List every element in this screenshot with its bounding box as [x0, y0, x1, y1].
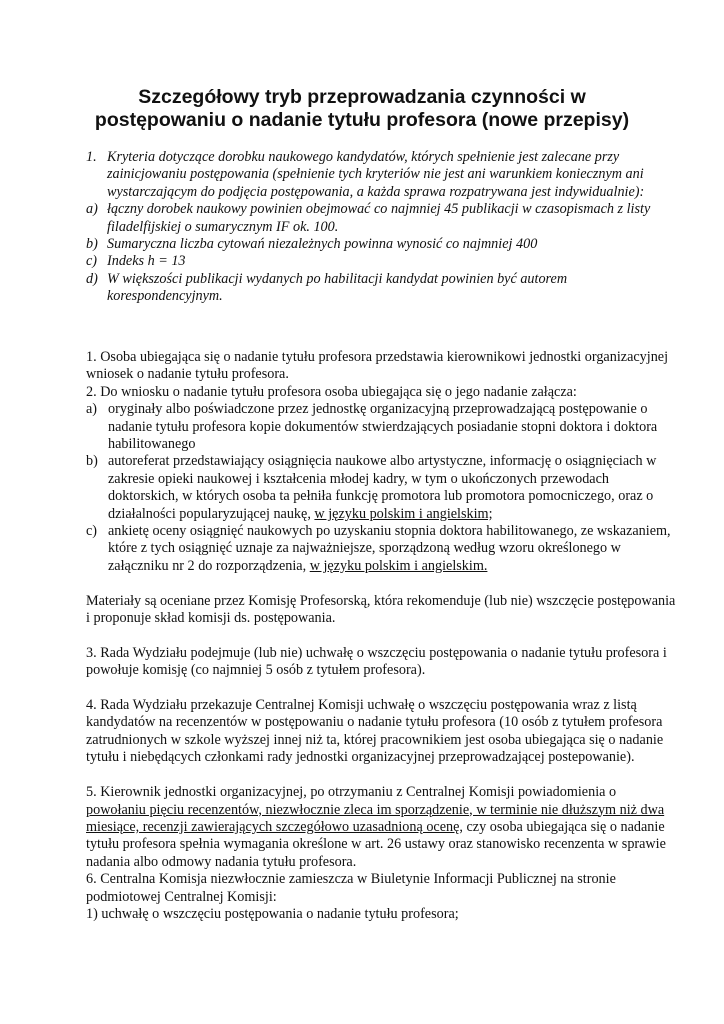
paragraph-6: 6. Centralna Komisja niezwłocznie zamieszcza w Biuletynie Informacji Publicznej na stronie podmiotowej Centralnej Komisji: — [86, 871, 616, 905]
paragraph-4: 4. Rada Wydziału przekazuje Centralnej Komisji uchwałę o wszczęciu postępowania wraz z listą kandydatów na recenzentów w postępowaniu o nadanie tytułu profesora (10 osób z tytułem profesora zatrudnionych w szkole wyższej innej niż ta, której pracownikiem jest osoba ubiegająca się o nadanie tytułu i niebędących członkami rady jednostki organizacyjnej przeprowadzającej postepowanie). — [86, 697, 664, 766]
criteria-item-text: W większości publikacji wydanych po habilitacji kandydat powinien być autorem korespondencyjnym. — [107, 270, 568, 305]
list-marker: d) — [86, 270, 98, 287]
attachment-underlined-text: w języku polskim i angielskim. — [309, 557, 488, 574]
attachment-item — [86, 523, 676, 575]
paragraph-6-item-1: 1) uchwałę o wszczęciu postępowania o nadanie tytułu profesora; — [86, 905, 459, 922]
list-marker: b) — [86, 453, 98, 470]
list-marker: c) — [86, 253, 98, 270]
criteria-item-text: Sumaryczna liczba cytowań niezależnych powinna wynosić co najmniej 400 — [107, 236, 538, 253]
criteria-item — [86, 201, 676, 236]
attachment-plain-text: autoreferat przedstawiający osiągnięcia naukowe albo artystyczne, informację o osiągnięciach w zakresie opieki naukowej i kształcenia młodej kadry, w tym o ukończonych przewodach doktorskich, w których osoba ta pełniła funkcję promotora lub promotora pomocniczego, oraz o działalności popularyzującej naukę, — [108, 453, 657, 522]
criteria-list — [86, 149, 676, 306]
attachment-text — [108, 523, 676, 575]
criteria-intro-text: Kryteria dotyczące dorobku naukowego kandydatów, których spełnienie jest zalecane przy zainicjowaniu postępowania (spełnienie tych kryteriów nie jest ani warunkiem koniecznym ani wystarczającym do podjęcia postępowania, a każda sprawa rozpatrywana jest indywidualnie): — [107, 149, 645, 200]
list-marker: b) — [86, 236, 98, 253]
paragraph-5-start: 5. Kierownik jednostki organizacyjnej, po otrzymaniu z Centralnej Komisji powiadomienia o — [86, 784, 617, 801]
attachments-list — [86, 401, 676, 575]
paragraph-5-underlined: powołaniu pięciu recenzentów, niezwłocznie zleca im sporządzenie, w terminie nie dłuższym niż dwa miesiące, recenzji zawierających szczegółowo uzasadnioną ocenę, — [86, 801, 665, 835]
attachment-underlined-text: w języku polskim i angielskim; — [314, 505, 493, 522]
paragraph-1: 1. Osoba ubiegająca się o nadanie tytułu profesora przedstawia kierownikowi jednostki organizacyjnej wniosek o nadanie tytułu profesora. — [86, 349, 669, 383]
title-line-1: Szczegółowy tryb przeprowadzania czynności w — [138, 86, 586, 108]
attachment-item — [86, 453, 676, 523]
paragraph-5-end: czy osoba ubiegająca się o nadanie tytułu profesora spełnia wymagania określone w art. 26 ustawy oraz stanowisko recenzenta w sprawie nadania albo odmowy nadania tytułu profesora. — [86, 818, 666, 870]
document-title — [60, 86, 664, 132]
criteria-item-text: łączny dorobek naukowy powinien obejmować co najmniej 45 publikacji w czasopismach z listy filadelfijskiej o sumarycznym IF ok. 100. — [107, 201, 651, 235]
procedure-body — [86, 349, 676, 923]
criteria-item — [86, 271, 676, 306]
criteria-item — [86, 253, 676, 270]
criteria-item-text: Indeks h = 13 — [107, 253, 186, 270]
attachment-text — [108, 401, 676, 453]
attachment-text — [108, 453, 676, 523]
title-line-2: postępowaniu o nadanie tytułu profesora (nowe przepisy) — [94, 109, 630, 131]
list-marker: a) — [86, 201, 98, 218]
list-marker: c) — [86, 523, 98, 540]
paragraph-3: 3. Rada Wydziału podejmuje (lub nie) uchwałę o wszczęciu postępowania o nadanie tytułu profesora i powołuje komisję (co najmniej 5 osób z tytułem profesora). — [86, 644, 667, 679]
criteria-intro — [86, 149, 676, 201]
paragraph-5 — [86, 784, 676, 871]
attachment-plain-text: oryginały albo poświadczone przez jednostkę organizacyjną przeprowadzającą postępowanie o nadanie tytułu profesora kopie dokumentów stwierdzających posiadanie stopni doktora i doktora habilitowanego — [108, 401, 658, 453]
paragraph-materials: Materiały są oceniane przez Komisję Profesorską, która rekomenduje (lub nie) wszczęcie postępowania i proponuje skład komisji ds. postępowania. — [86, 592, 676, 627]
list-marker: 1. — [86, 149, 97, 165]
paragraph-2: 2. Do wniosku o nadanie tytułu profesora osoba ubiegająca się o jego nadanie załącza: — [86, 383, 577, 400]
attachment-item — [86, 401, 676, 453]
list-marker: a) — [86, 401, 98, 418]
attachment-plain-text: ankietę oceny osiągnięć naukowych po uzyskaniu stopnia doktora habilitowanego, ze wskazaniem, które z tych osiągnięć uznaje za najważniejsze, sporządzoną według wzoru określonego w załączniku nr 2 do rozporządzenia, — [108, 523, 671, 574]
criteria-item — [86, 236, 676, 253]
